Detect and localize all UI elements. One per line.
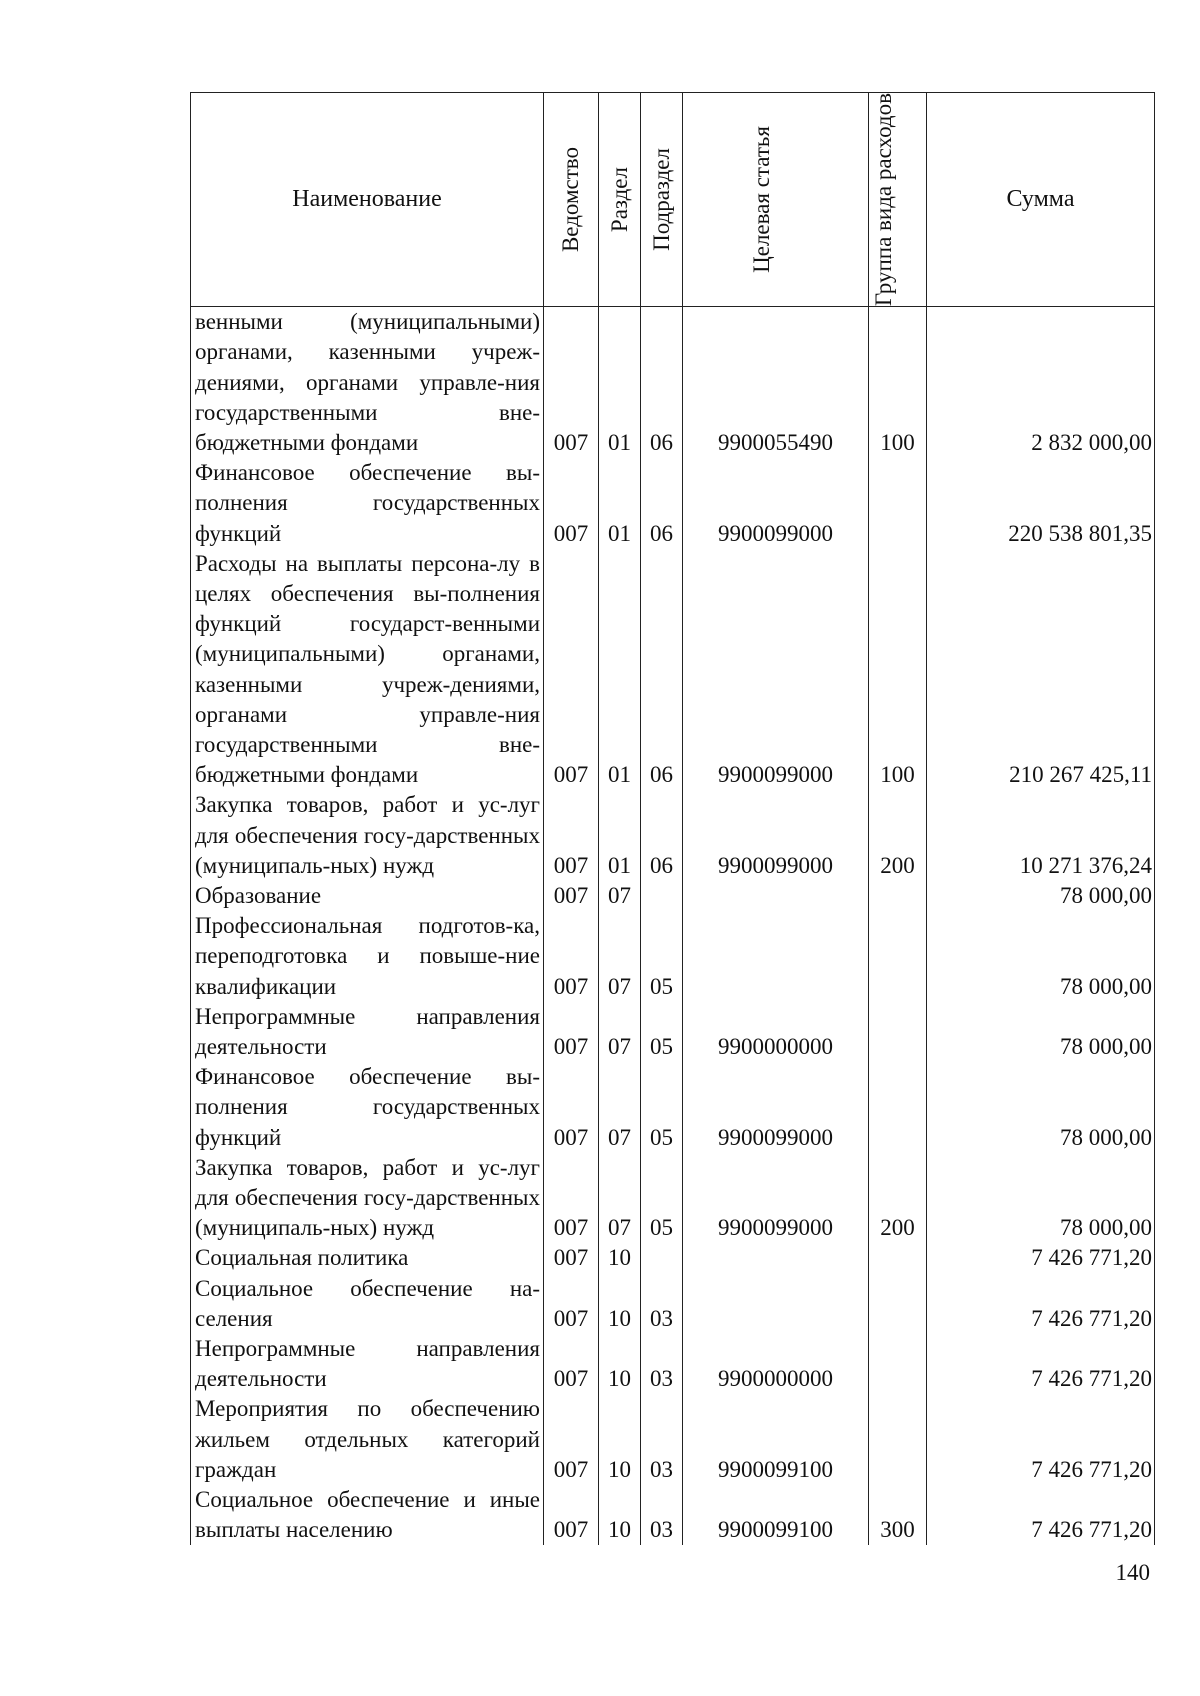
cell-celevaya-statya	[683, 1243, 869, 1273]
budget-table-container	[190, 92, 1155, 1545]
cell-podrazdel	[641, 1243, 683, 1273]
cell-summa: 7 426 771,20	[927, 1274, 1155, 1334]
cell-gruppa	[869, 1243, 927, 1273]
cell-gruppa	[869, 1334, 927, 1394]
budget-table	[190, 92, 1155, 1545]
cell-gruppa	[869, 1002, 927, 1062]
cell-razdel: 07	[599, 881, 641, 911]
cell-vedomstvo: 007	[544, 881, 599, 911]
header-summa: Сумма	[927, 93, 1155, 307]
cell-summa: 7 426 771,20	[927, 1485, 1155, 1545]
cell-razdel: 10	[599, 1334, 641, 1394]
cell-celevaya-statya: 9900000000	[683, 1002, 869, 1062]
cell-vedomstvo: 007	[544, 1394, 599, 1485]
table-row	[191, 881, 1155, 911]
cell-summa: 78 000,00	[927, 1153, 1155, 1244]
table-row	[191, 790, 1155, 881]
table-row	[191, 307, 1155, 459]
cell-vedomstvo: 007	[544, 1002, 599, 1062]
table-body	[191, 307, 1155, 1546]
cell-name: Профессиональная подготов-ка, переподготовка и повыше-ние квалификации	[191, 911, 544, 1002]
cell-razdel: 01	[599, 549, 641, 791]
table-row	[191, 1394, 1155, 1485]
cell-gruppa	[869, 1062, 927, 1153]
cell-razdel: 10	[599, 1274, 641, 1334]
cell-razdel: 01	[599, 458, 641, 549]
table-row	[191, 1485, 1155, 1545]
table-row	[191, 911, 1155, 1002]
cell-celevaya-statya	[683, 881, 869, 911]
cell-razdel: 10	[599, 1485, 641, 1545]
header-vedomstvo: Ведомство	[544, 93, 599, 307]
cell-summa: 7 426 771,20	[927, 1394, 1155, 1485]
cell-celevaya-statya	[683, 1274, 869, 1334]
cell-summa: 7 426 771,20	[927, 1243, 1155, 1273]
cell-summa: 2 832 000,00	[927, 307, 1155, 459]
cell-vedomstvo: 007	[544, 1153, 599, 1244]
cell-gruppa: 300	[869, 1485, 927, 1545]
cell-podrazdel: 05	[641, 1002, 683, 1062]
cell-vedomstvo: 007	[544, 458, 599, 549]
cell-gruppa: 200	[869, 790, 927, 881]
table-row	[191, 1334, 1155, 1394]
cell-name: Закупка товаров, работ и ус-луг для обеспечения госу-дарственных (муниципаль-ных) нужд	[191, 1153, 544, 1244]
cell-summa: 78 000,00	[927, 911, 1155, 1002]
cell-podrazdel: 03	[641, 1274, 683, 1334]
cell-podrazdel: 06	[641, 549, 683, 791]
cell-celevaya-statya: 9900099000	[683, 790, 869, 881]
cell-podrazdel: 03	[641, 1485, 683, 1545]
table-row	[191, 549, 1155, 791]
cell-summa: 10 271 376,24	[927, 790, 1155, 881]
header-celevaya-statya: Целевая статья	[683, 93, 869, 307]
cell-name: Мероприятия по обеспечению жильем отдельных категорий граждан	[191, 1394, 544, 1485]
table-row	[191, 1274, 1155, 1334]
cell-name: Непрограммные направления деятельности	[191, 1334, 544, 1394]
table-row	[191, 458, 1155, 549]
cell-razdel: 07	[599, 1002, 641, 1062]
cell-celevaya-statya: 9900099000	[683, 1062, 869, 1153]
cell-summa: 78 000,00	[927, 881, 1155, 911]
cell-vedomstvo: 007	[544, 1062, 599, 1153]
cell-gruppa	[869, 458, 927, 549]
cell-razdel: 07	[599, 1062, 641, 1153]
cell-gruppa: 100	[869, 549, 927, 791]
cell-celevaya-statya: 9900099000	[683, 1153, 869, 1244]
table-row	[191, 1062, 1155, 1153]
cell-summa: 7 426 771,20	[927, 1334, 1155, 1394]
cell-razdel: 10	[599, 1394, 641, 1485]
table-header-row	[191, 93, 1155, 307]
cell-summa: 78 000,00	[927, 1002, 1155, 1062]
table-row	[191, 1153, 1155, 1244]
cell-podrazdel: 06	[641, 307, 683, 459]
cell-vedomstvo: 007	[544, 1274, 599, 1334]
cell-summa: 220 538 801,35	[927, 458, 1155, 549]
cell-vedomstvo: 007	[544, 1485, 599, 1545]
cell-celevaya-statya: 9900099000	[683, 458, 869, 549]
cell-celevaya-statya: 9900055490	[683, 307, 869, 459]
cell-celevaya-statya	[683, 911, 869, 1002]
cell-name: Расходы на выплаты персона-лу в целях обеспечения вы-полнения функций государст-венными (муниципальными) органами, казенными учреж-дениями, органами управле-ния государственными вне-бюджетными фондами	[191, 549, 544, 791]
cell-name: Образование	[191, 881, 544, 911]
cell-gruppa: 200	[869, 1153, 927, 1244]
cell-vedomstvo: 007	[544, 1243, 599, 1273]
cell-razdel: 07	[599, 911, 641, 1002]
cell-gruppa: 100	[869, 307, 927, 459]
cell-name: Социальная политика	[191, 1243, 544, 1273]
cell-podrazdel: 06	[641, 790, 683, 881]
cell-podrazdel: 03	[641, 1394, 683, 1485]
cell-celevaya-statya: 9900099100	[683, 1394, 869, 1485]
cell-name: Непрограммные направления деятельности	[191, 1002, 544, 1062]
cell-gruppa	[869, 911, 927, 1002]
cell-podrazdel: 05	[641, 1062, 683, 1153]
cell-gruppa	[869, 881, 927, 911]
cell-summa: 210 267 425,11	[927, 549, 1155, 791]
header-gruppa-vida-rashodov: Группа вида расходов	[869, 93, 927, 307]
cell-razdel: 10	[599, 1243, 641, 1273]
cell-vedomstvo: 007	[544, 307, 599, 459]
cell-vedomstvo: 007	[544, 911, 599, 1002]
cell-vedomstvo: 007	[544, 790, 599, 881]
table-row	[191, 1002, 1155, 1062]
cell-razdel: 07	[599, 1153, 641, 1244]
cell-vedomstvo: 007	[544, 1334, 599, 1394]
cell-name: Финансовое обеспечение вы-полнения государственных функций	[191, 458, 544, 549]
cell-celevaya-statya: 9900099100	[683, 1485, 869, 1545]
cell-name: Социальное обеспечение и иные выплаты населению	[191, 1485, 544, 1545]
cell-razdel: 01	[599, 307, 641, 459]
cell-podrazdel: 03	[641, 1334, 683, 1394]
header-name: Наименование	[191, 93, 544, 307]
cell-podrazdel	[641, 881, 683, 911]
header-podrazdel: Подраздел	[641, 93, 683, 307]
cell-name: венными (муниципальными) органами, казенными учреж-дениями, органами управле-ния государственными вне-бюджетными фондами	[191, 307, 544, 459]
cell-summa: 78 000,00	[927, 1062, 1155, 1153]
cell-razdel: 01	[599, 790, 641, 881]
cell-celevaya-statya: 9900099000	[683, 549, 869, 791]
cell-podrazdel: 05	[641, 1153, 683, 1244]
cell-name: Социальное обеспечение на-селения	[191, 1274, 544, 1334]
cell-vedomstvo: 007	[544, 549, 599, 791]
cell-podrazdel: 05	[641, 911, 683, 1002]
cell-celevaya-statya: 9900000000	[683, 1334, 869, 1394]
cell-name: Финансовое обеспечение вы-полнения государственных функций	[191, 1062, 544, 1153]
table-row	[191, 1243, 1155, 1273]
header-razdel: Раздел	[599, 93, 641, 307]
cell-podrazdel: 06	[641, 458, 683, 549]
page-number: 140	[1115, 1560, 1150, 1585]
cell-gruppa	[869, 1274, 927, 1334]
cell-gruppa	[869, 1394, 927, 1485]
cell-name: Закупка товаров, работ и ус-луг для обеспечения госу-дарственных (муниципаль-ных) нужд	[191, 790, 544, 881]
